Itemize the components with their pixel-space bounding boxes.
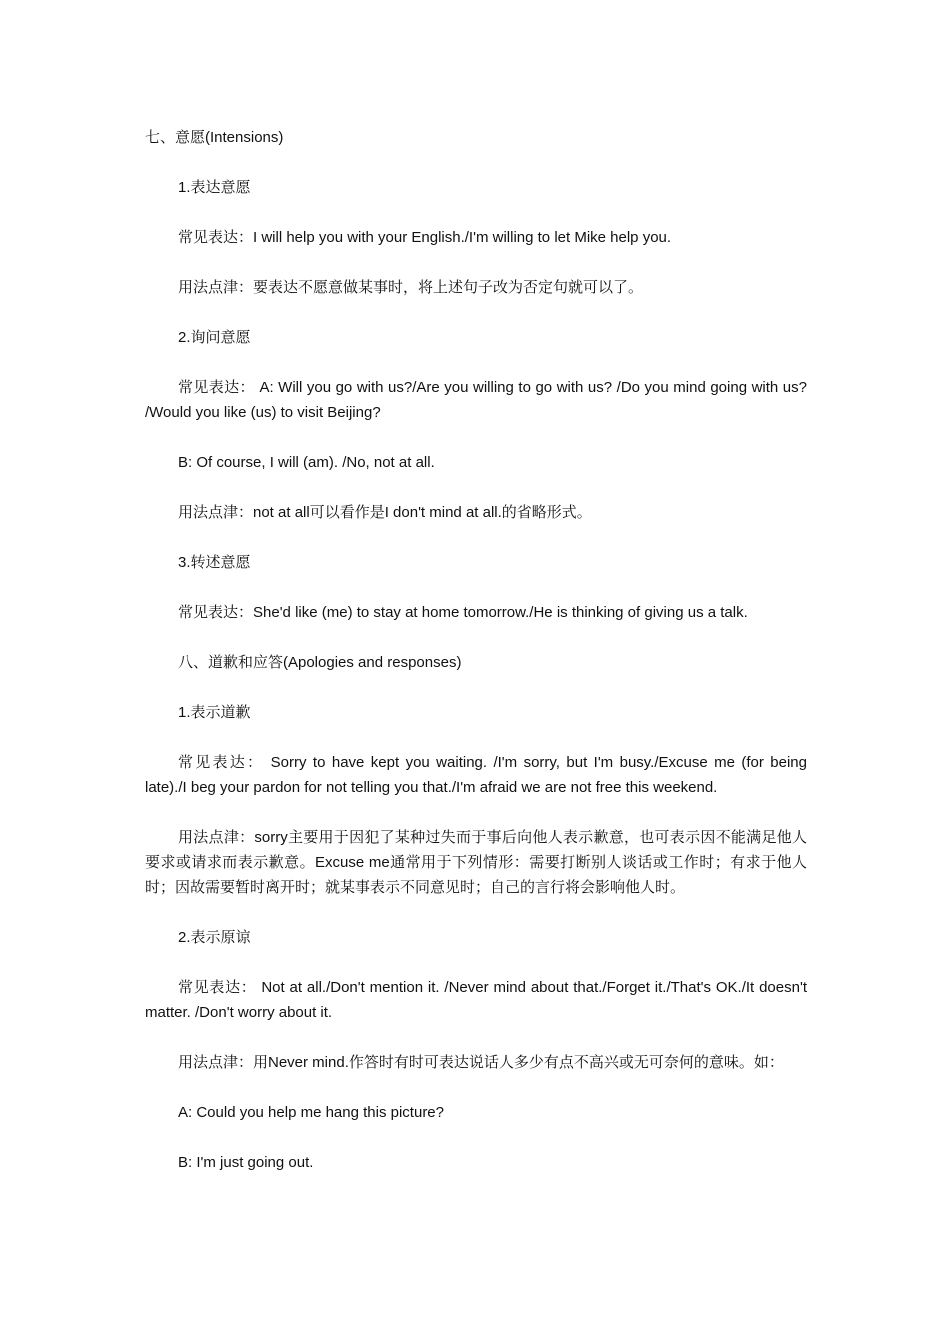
- section-heading-apologies: 八、道歉和应答(Apologies and responses): [178, 654, 462, 671]
- paragraph-dialogue-line: B: I'm just going out.: [178, 1154, 314, 1171]
- paragraph-dialogue-line: A: Could you help me hang this picture?: [178, 1104, 444, 1121]
- paragraph-usage-note: 用法点津：sorry主要用于因犯了某种过失而于事后向他人表示歉意，也可表示因不能满足他人要求或请求而表示歉意。Excuse me通常用于下列情形：需要打断别人谈话或工作时；有求于他人时；因故需要暂时离开时；就某事表示不同意见时；自己的言行将会影响他人时。: [145, 829, 807, 896]
- paragraph-common-expressions: 常见表达：She'd like (me) to stay at home tomorrow./He is thinking of giving us a talk.: [178, 604, 748, 621]
- subheading-ask-intention: 2.询问意愿: [178, 329, 251, 346]
- paragraph-dialogue-line: B: Of course, I will (am). /No, not at all.: [178, 454, 435, 471]
- document-body: [145, 125, 807, 1200]
- paragraph-common-expressions: 常见表达： A: Will you go with us?/Are you willing to go with us? /Do you mind going with us? /Would you like (us) to visit Beijing?: [145, 379, 807, 421]
- subheading-express-apology: 1.表示道歉: [178, 704, 251, 721]
- paragraph-usage-note: 用法点津：not at all可以看作是I don't mind at all.的省略形式。: [178, 504, 592, 521]
- section-heading-intentions: 七、意愿(Intensions): [145, 129, 284, 146]
- paragraph-usage-note: 用法点津：要表达不愿意做某事时，将上述句子改为否定句就可以了。: [178, 279, 644, 296]
- paragraph-usage-note: 用法点津：用Never mind.作答时有时可表达说话人多少有点不高兴或无可奈何的意味。如：: [178, 1054, 784, 1071]
- paragraph-common-expressions: 常见表达：I will help you with your English./I'm willing to let Mike help you.: [178, 229, 672, 246]
- paragraph-common-expressions: 常见表达： Not at all./Don't mention it. /Never mind about that./Forget it./That's OK./It doesn't matter. /Don't worry about it.: [145, 979, 807, 1021]
- subheading-report-intention: 3.转述意愿: [178, 554, 251, 571]
- subheading-express-forgiveness: 2.表示原谅: [178, 929, 251, 946]
- paragraph-common-expressions: 常见表达： Sorry to have kept you waiting. /I'm sorry, but I'm busy./Excuse me (for being late)./I beg your pardon for not telling you that./I'm afraid we are not free this weekend.: [145, 754, 807, 796]
- subheading-express-intention: 1.表达意愿: [178, 179, 251, 196]
